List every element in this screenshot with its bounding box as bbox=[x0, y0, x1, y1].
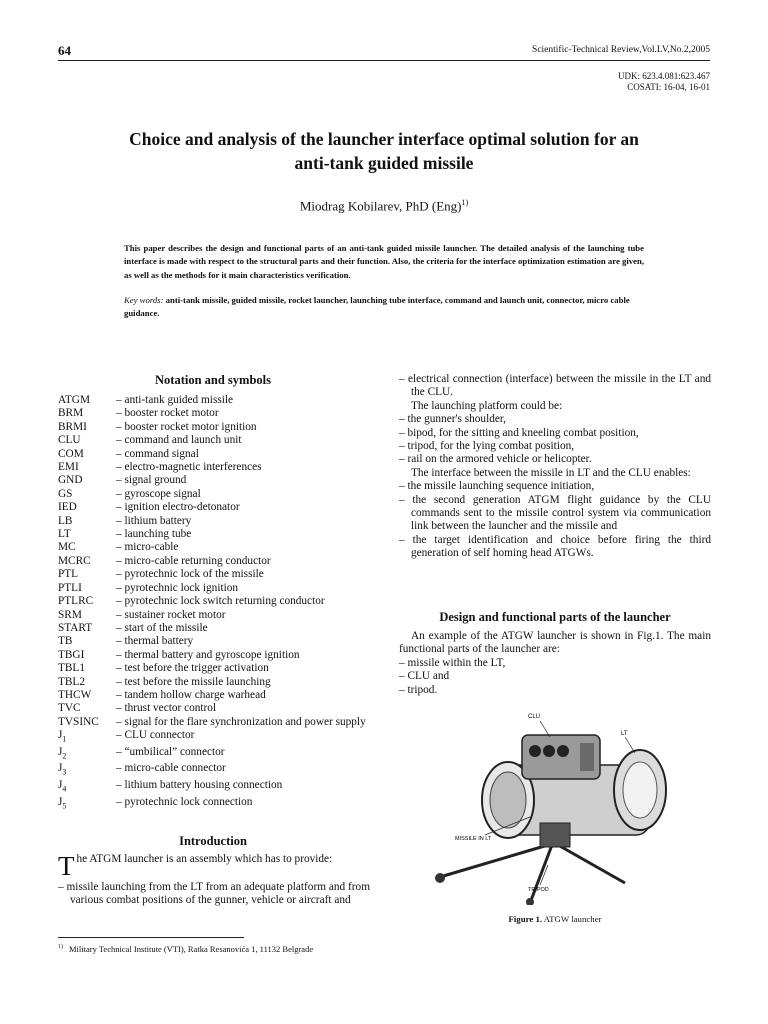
notation-abbr: BRM bbox=[58, 407, 84, 420]
tripod-foot bbox=[435, 873, 445, 883]
notation-desc: – tandem hollow charge warhead bbox=[116, 688, 266, 701]
notation-abbr: EMI bbox=[58, 461, 79, 474]
notation-desc: – lithium battery bbox=[116, 514, 192, 527]
notation-list bbox=[58, 394, 370, 812]
label-missile-in-lt: MISSILE IN LT bbox=[455, 836, 492, 842]
right-column-text bbox=[399, 373, 711, 561]
notation-row bbox=[58, 702, 370, 715]
notation-row bbox=[58, 448, 370, 461]
notation-row bbox=[58, 528, 370, 541]
notation-desc: – signal for the flare synchronization and power supply bbox=[116, 715, 366, 728]
figure-caption bbox=[399, 914, 711, 924]
notation-row bbox=[58, 676, 370, 689]
notation-abbr: LB bbox=[58, 514, 73, 527]
notation-row bbox=[58, 779, 370, 796]
notation-row bbox=[58, 421, 370, 434]
list-item: – rail on the armored vehicle or helicopter. bbox=[399, 453, 592, 466]
notation-abbr: TB bbox=[58, 635, 73, 648]
notation-desc: – “umbilical” connector bbox=[116, 745, 225, 758]
notation-abbr: TBGI bbox=[58, 648, 85, 661]
notation-abbr: LT bbox=[58, 528, 71, 541]
tripod-legs bbox=[440, 845, 625, 903]
notation-row bbox=[58, 582, 370, 595]
notation-abbr: $J_4$ bbox=[58, 779, 67, 794]
design-paragraph: An example of the ATGW launcher is shown in Fig.1. The main functional parts of the launcher are: bbox=[399, 630, 711, 656]
list-item: – the target identification and choice before firing the third generation of self homing head ATGWs. bbox=[399, 533, 711, 560]
notation-abbr: COM bbox=[58, 447, 84, 460]
notation-desc: – signal ground bbox=[116, 474, 187, 487]
introduction-body bbox=[58, 853, 370, 908]
notation-row bbox=[58, 474, 370, 487]
notation-abbr: TBL1 bbox=[58, 662, 85, 675]
notation-desc: – micro-cable returning conductor bbox=[116, 554, 271, 567]
page-number: 64 bbox=[58, 43, 71, 58]
notation-desc: – thermal battery and gyroscope ignition bbox=[116, 648, 300, 661]
platform-intro: The launching platform could be: bbox=[411, 399, 563, 412]
notation-desc: – booster rocket motor bbox=[116, 407, 219, 420]
notation-desc: – test before the missile launching bbox=[116, 675, 271, 688]
list-item: – the missile launching sequence initiation, bbox=[399, 480, 595, 493]
notation-row bbox=[58, 501, 370, 514]
notation-abbr: THCW bbox=[58, 688, 92, 701]
notation-row bbox=[58, 689, 370, 702]
notation-abbr: MCRC bbox=[58, 554, 91, 567]
list-item: – the second generation ATGM flight guidance by the CLU commands sent to the missile control system via communication link between the launcher and the missile and bbox=[399, 493, 711, 533]
notation-desc: – gyroscope signal bbox=[116, 487, 201, 500]
header-rule bbox=[58, 60, 710, 61]
notation-row bbox=[58, 394, 370, 407]
list-item: – tripod, for the lying combat position, bbox=[399, 440, 575, 453]
notation-abbr: GND bbox=[58, 474, 83, 487]
notation-desc: – CLU connector bbox=[116, 729, 195, 742]
list-item: – the gunner's shoulder, bbox=[399, 413, 507, 426]
notation-desc: – lithium battery housing connection bbox=[116, 779, 283, 792]
notation-row bbox=[58, 622, 370, 635]
notation-desc: – booster rocket motor ignition bbox=[116, 420, 257, 433]
notation-row bbox=[58, 609, 370, 622]
notation-desc: – thrust vector control bbox=[116, 702, 217, 715]
keywords-label: Key words: bbox=[124, 295, 164, 305]
notation-row bbox=[58, 649, 370, 662]
notation-abbr: BRMI bbox=[58, 420, 87, 433]
notation-desc: – launching tube bbox=[116, 528, 192, 541]
list-item: – electrical connection (interface) between the missile in the LT and the CLU. bbox=[399, 373, 711, 399]
notation-abbr: TVSINC bbox=[58, 715, 99, 728]
notation-abbr: IED bbox=[58, 501, 77, 514]
notation-desc: – start of the missile bbox=[116, 621, 208, 634]
notation-desc: – anti-tank guided missile bbox=[116, 394, 234, 406]
design-list bbox=[399, 657, 711, 697]
notation-desc: – pyrotechnic lock switch returning conductor bbox=[116, 595, 325, 608]
notation-desc: – test before the trigger activation bbox=[116, 662, 269, 675]
notation-abbr: $J_2$ bbox=[58, 745, 67, 761]
notation-desc: – pyrotechnic lock ignition bbox=[116, 581, 239, 594]
notation-desc: – ignition electro-detonator bbox=[116, 501, 240, 514]
paper-title bbox=[60, 127, 708, 175]
notation-row bbox=[58, 746, 370, 763]
footnote-marker: 1) bbox=[58, 944, 63, 951]
notation-row bbox=[58, 635, 370, 648]
notation-row bbox=[58, 595, 370, 608]
introduction-text: he ATGM launcher is an assembly which has to provide: bbox=[76, 853, 333, 865]
author bbox=[60, 198, 708, 214]
notation-desc: – command signal bbox=[116, 447, 199, 460]
notation-abbr: PTLI bbox=[58, 581, 82, 594]
notation-row bbox=[58, 796, 370, 813]
notation-row bbox=[58, 729, 370, 746]
launcher-figure bbox=[430, 705, 680, 905]
interface-intro: The interface between the missile in LT and the CLU enables: bbox=[411, 466, 691, 479]
notation-row bbox=[58, 461, 370, 474]
notation-abbr: $J_3$ bbox=[58, 762, 67, 777]
notation-row bbox=[58, 434, 370, 447]
label-clu: CLU bbox=[528, 714, 541, 720]
figure-caption-label: Figure 1. bbox=[508, 914, 543, 924]
notation-abbr: TVC bbox=[58, 702, 81, 715]
notation-row bbox=[58, 407, 370, 420]
label-lt: LT bbox=[621, 731, 628, 737]
paper-title-line-1: Choice and analysis of the launcher interface optimal solution for an bbox=[129, 129, 639, 149]
notation-abbr: START bbox=[58, 621, 93, 634]
introduction-heading: Introduction bbox=[179, 834, 247, 848]
tripod-mount bbox=[540, 823, 570, 847]
notation-desc: – micro-cable bbox=[116, 541, 179, 554]
notation-row bbox=[58, 762, 370, 779]
notation-row bbox=[58, 541, 370, 554]
notation-row bbox=[58, 716, 370, 729]
notation-abbr: TBL2 bbox=[58, 675, 85, 688]
platform-list bbox=[399, 413, 711, 467]
label-tripod: TRIPOD bbox=[528, 887, 549, 893]
notation-abbr: MC bbox=[58, 541, 76, 554]
notation-heading: Notation and symbols bbox=[155, 373, 271, 387]
introduction-bullet: – missile launching from the LT from an adequate platform and from various combat positions of the gunner, vehicle or aircraft and bbox=[58, 881, 370, 907]
cosati-code: COSATI: 16-04, 16-01 bbox=[627, 82, 710, 92]
list-item: – CLU and bbox=[399, 670, 450, 683]
list-item: – bipod, for the sitting and kneeling combat position, bbox=[399, 426, 639, 439]
notation-abbr: ATGM bbox=[58, 394, 91, 406]
author-name: Miodrag Kobilarev, PhD (Eng) bbox=[299, 198, 462, 214]
interface-list bbox=[399, 480, 711, 560]
list-item: – tripod. bbox=[399, 683, 438, 696]
notation-row bbox=[58, 662, 370, 675]
notation-abbr: SRM bbox=[58, 608, 82, 621]
introduction-paragraph bbox=[58, 853, 370, 878]
notation-row bbox=[58, 488, 370, 501]
notation-desc: – pyrotechnic lock of the missile bbox=[116, 568, 264, 581]
notation-desc: – pyrotechnic lock connection bbox=[116, 795, 253, 808]
journal-reference: Scientific-Technical Review,Vol.LV,No.2,2005 bbox=[532, 45, 710, 55]
notation-abbr: PTLRC bbox=[58, 595, 94, 608]
keywords-text: anti-tank missile, guided missile, rocket launcher, launching tube interface, command and launch unit, connector, micro cable guidance. bbox=[124, 295, 630, 319]
notation-desc: – thermal battery bbox=[116, 635, 194, 648]
footnote-text: Military Technical Institute (VTI), Ratka Resanovića 1, 11132 Belgrade bbox=[69, 944, 314, 954]
notation-abbr: $J_1$ bbox=[58, 729, 67, 744]
notation-abbr: PTL bbox=[58, 568, 79, 581]
notation-desc: – micro-cable connector bbox=[116, 762, 226, 775]
keywords bbox=[124, 294, 644, 321]
figure-caption-text: ATGW launcher bbox=[543, 914, 602, 924]
paper-title-line-2: anti-tank guided missile bbox=[294, 153, 474, 173]
design-body bbox=[399, 630, 711, 697]
drop-cap: T bbox=[58, 853, 75, 878]
notation-desc: – command and launch unit bbox=[116, 434, 242, 447]
notation-row bbox=[58, 568, 370, 581]
notation-row bbox=[58, 555, 370, 568]
footnote-rule bbox=[58, 937, 244, 938]
notation-abbr: GS bbox=[58, 487, 73, 500]
notation-desc: – sustainer rocket motor bbox=[116, 608, 226, 621]
udk-code: UDK: 623.4.081:623.467 bbox=[618, 71, 710, 81]
notation-row bbox=[58, 515, 370, 528]
author-affiliation-marker: 1) bbox=[461, 198, 469, 207]
notation-abbr: CLU bbox=[58, 434, 81, 447]
notation-abbr: $J_5$ bbox=[58, 795, 67, 811]
list-item: – missile within the LT, bbox=[399, 656, 506, 669]
abstract: This paper describes the design and functional parts of an anti-tank guided missile launcher. The detailed analysis of the launching tube interface is made with respect to the structural parts and their function. Also, the criteria for the interface optimization estimation are given, as well as the methods for it main characteristics verification. bbox=[124, 243, 644, 280]
design-heading: Design and functional parts of the launcher bbox=[439, 610, 671, 624]
footnote bbox=[58, 944, 313, 954]
classification-codes bbox=[618, 71, 710, 93]
clu-unit bbox=[522, 735, 600, 779]
notation-desc: – electro-magnetic interferences bbox=[116, 461, 262, 474]
